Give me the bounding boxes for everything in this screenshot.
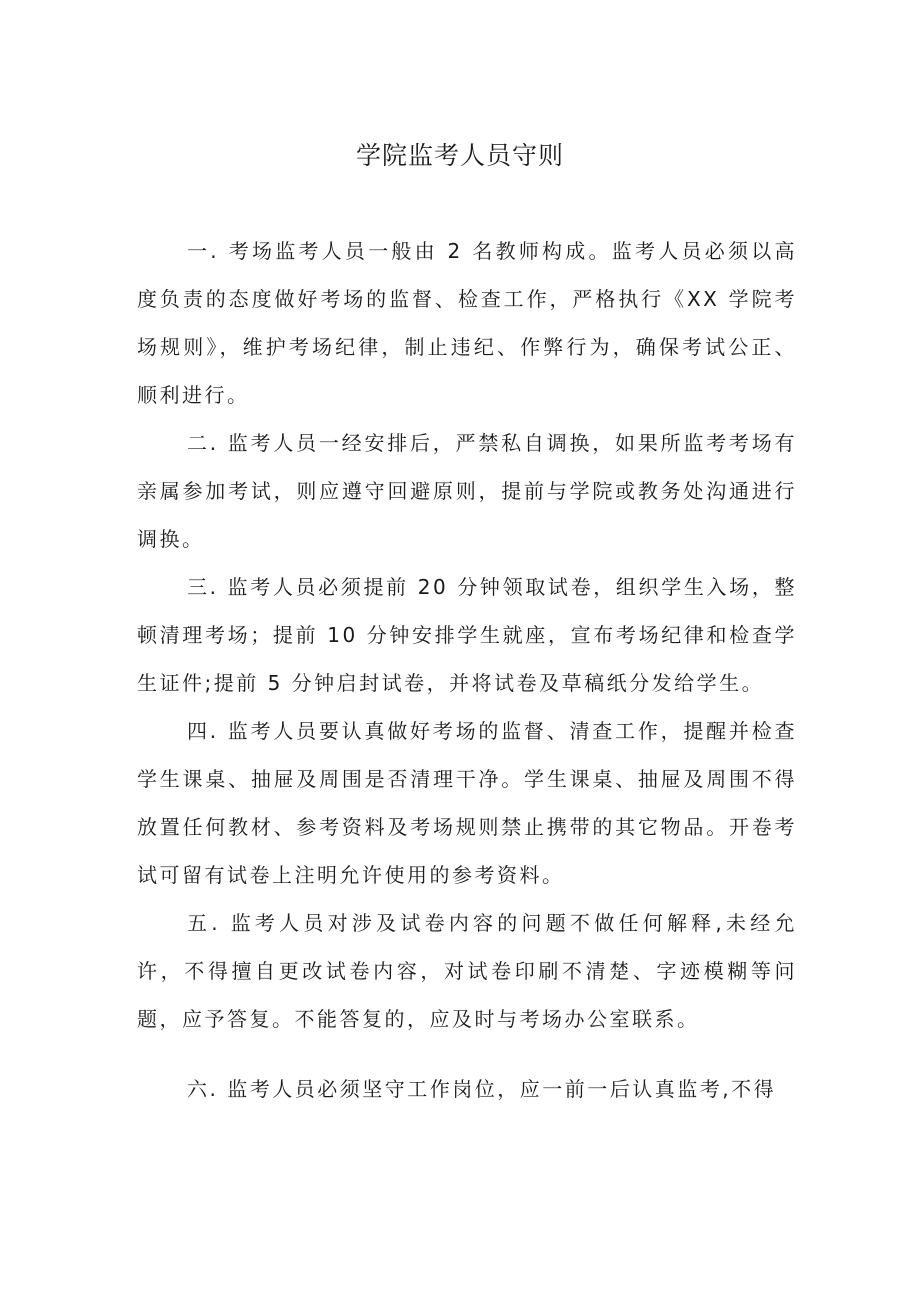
rule-paragraph-5: 五. 监考人员对涉及试卷内容的问题不做任何解释,未经允许，不得擅自更改试卷内容，对试卷印刷不清楚、字迹模糊等问题，应予答复。不能答复的，应及时与考场办公室联系。 (137, 911, 797, 1031)
document-title: 学院监考人员守则 (355, 141, 564, 170)
document-body (137, 227, 797, 1113)
rule-paragraph-4: 四. 监考人员要认真做好考场的监督、清查工作，提醒并检查学生课桌、抽屉及周围是否清理干净。学生课桌、抽屉及周围不得放置任何教材、参考资料及考场规则禁止携带的其它物品。开卷考试可留有试卷上注明允许使用的参考资料。 (137, 719, 797, 887)
rule-paragraph-6: 六. 监考人员必须坚守工作岗位，应一前一后认真监考,不得 (187, 1077, 777, 1101)
rule-paragraph-3: 三. 监考人员必须提前 20 分钟领取试卷，组织学生入场，整顿清理考场；提前 10 分钟安排学生就座，宣布考场纪律和检查学生证件;提前 5 分钟启封试卷，并将试卷及草稿纸分发给学生。 (137, 575, 797, 695)
rule-paragraph-2: 二. 监考人员一经安排后，严禁私自调换，如果所监考考场有亲属参加考试，则应遵守回避原则，提前与学院或教务处沟通进行调换。 (137, 431, 797, 551)
rule-paragraph-1: 一. 考场监考人员一般由 2 名教师构成。监考人员必须以高度负责的态度做好考场的监督、检查工作，严格执行《XX 学院考场规则》，维护考场纪律，制止违纪、作弊行为，确保考试公正、顺利进行。 (137, 239, 797, 407)
